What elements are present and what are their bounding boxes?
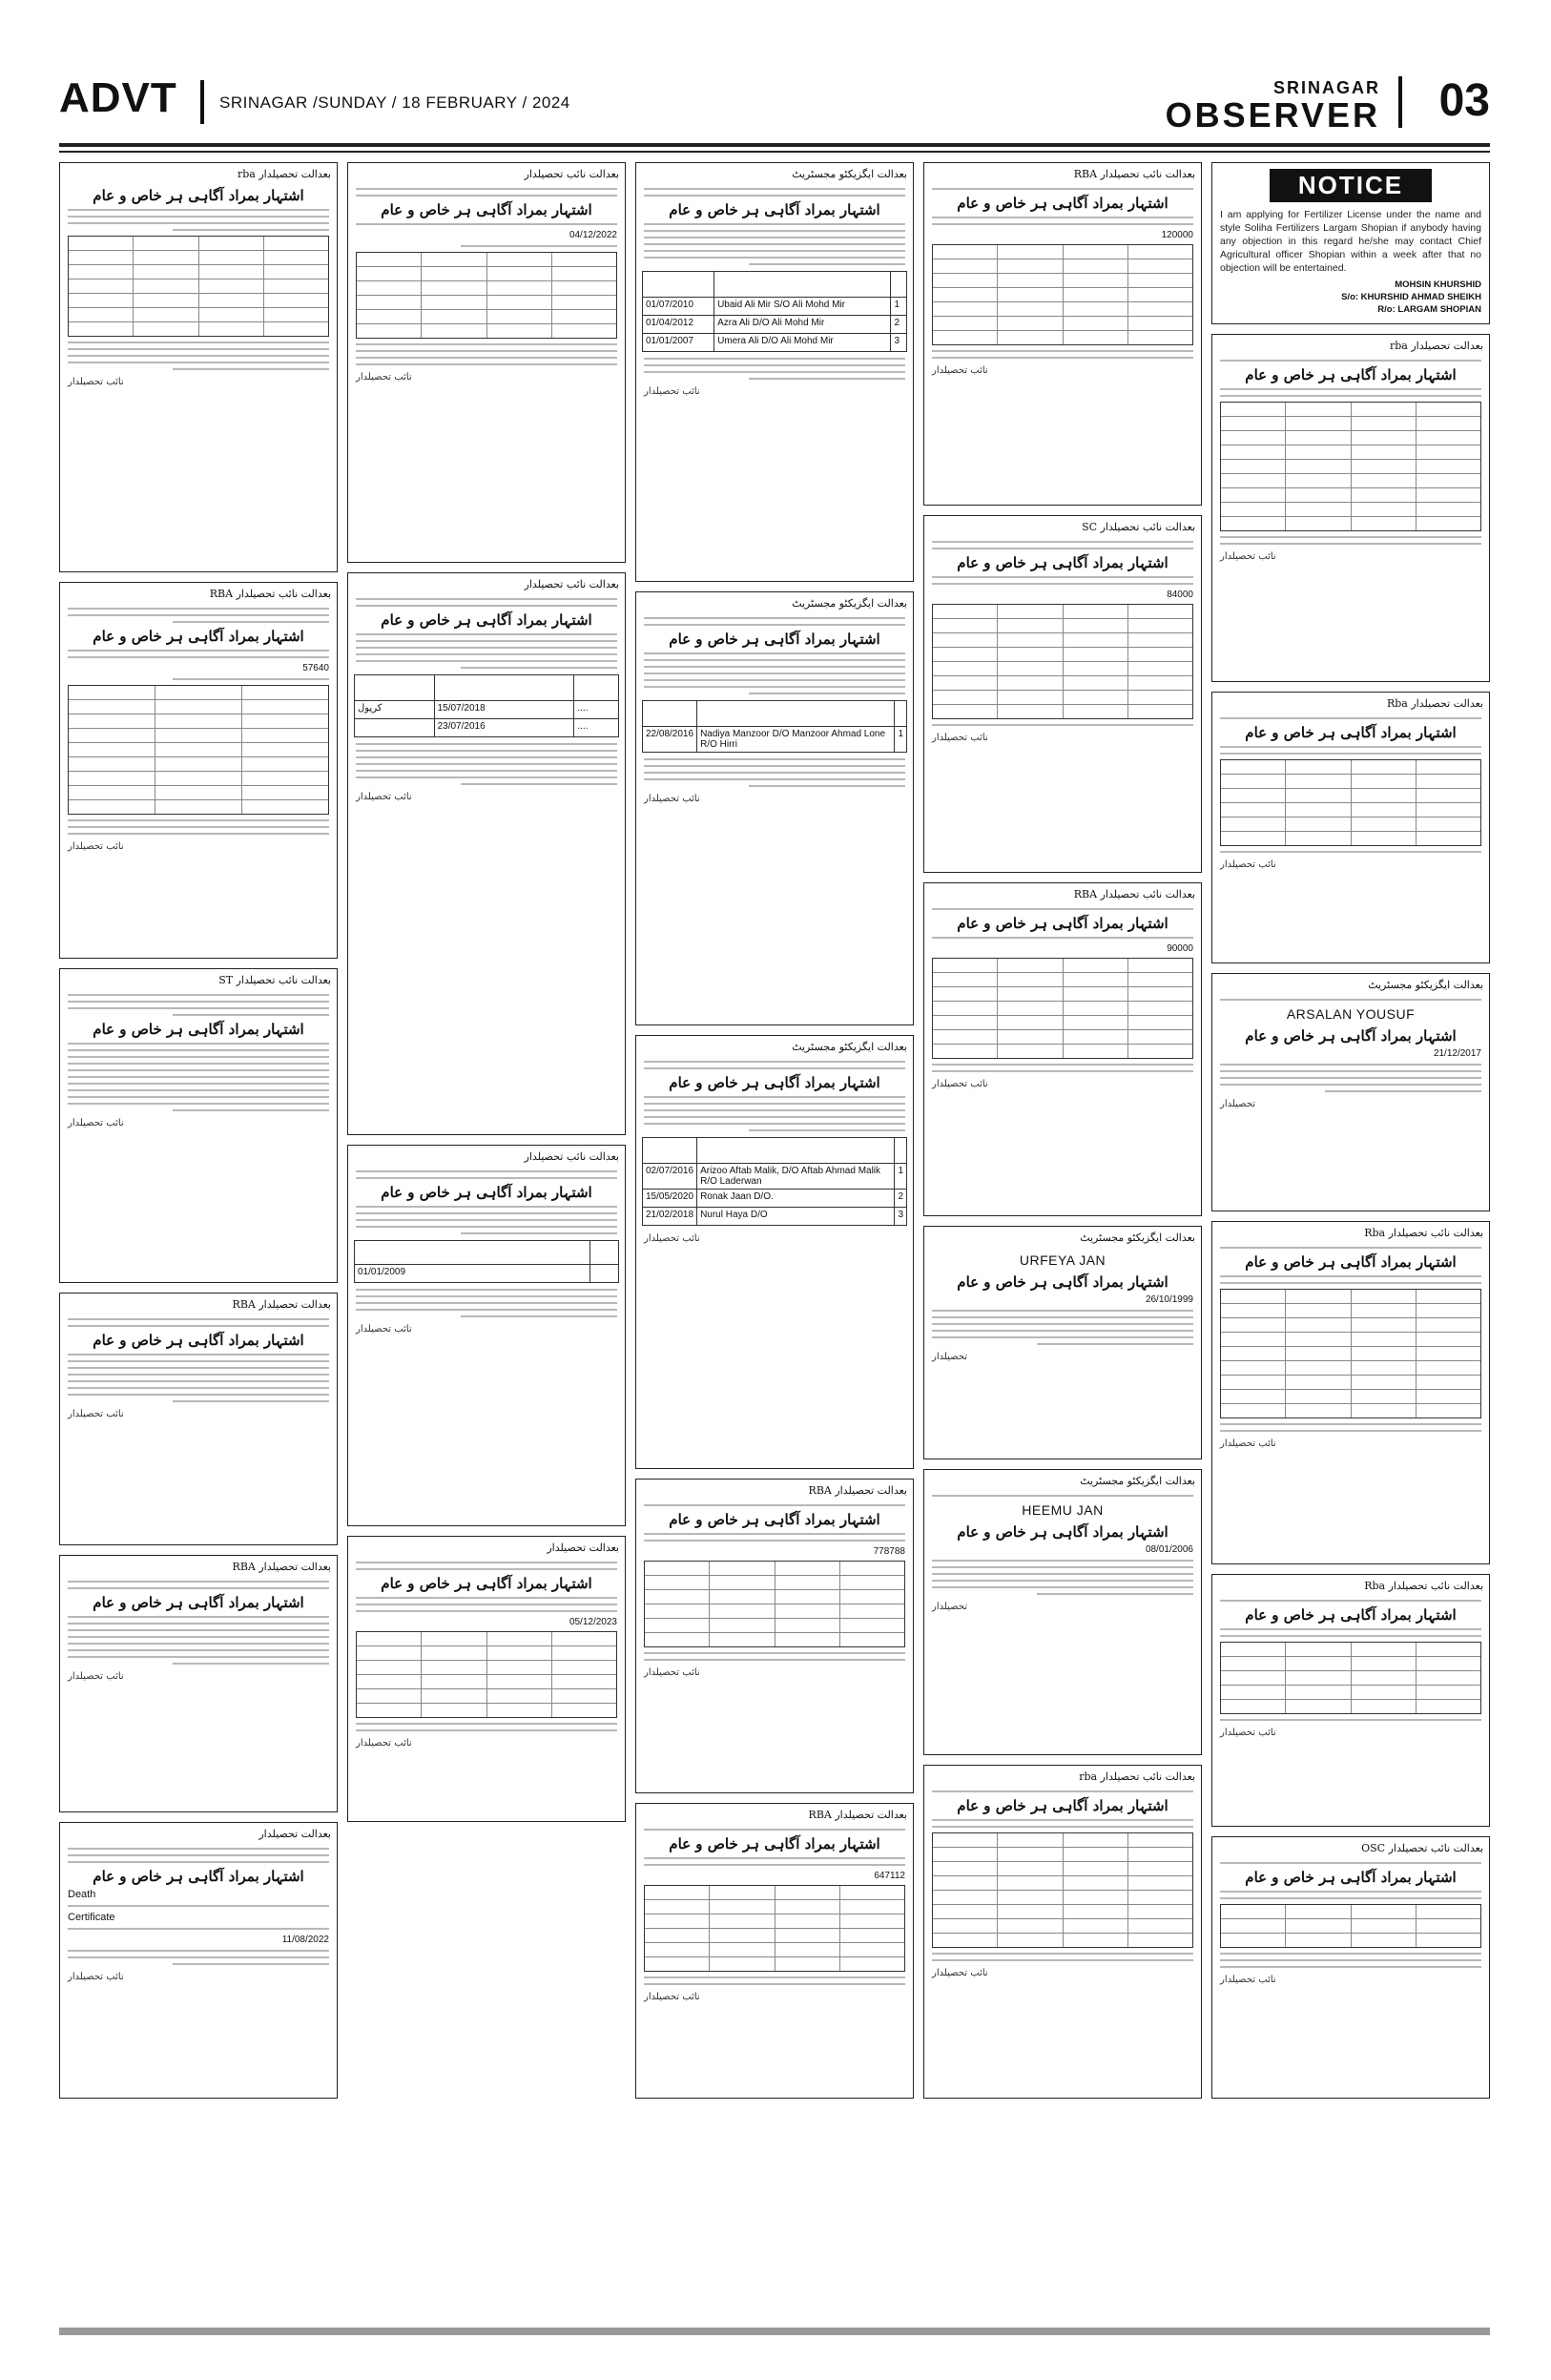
income-value: 84000 xyxy=(1167,590,1193,600)
ad-heading: اشتہار بمراد آگاہی ہر خاص و عام xyxy=(93,628,304,645)
ad-heading: اشتہار بمراد آگاہی ہر خاص و عام xyxy=(1245,724,1457,741)
signer-address: R/o: LARGAM SHOPIAN xyxy=(1377,304,1481,315)
rba-tag: RBA xyxy=(232,1561,256,1573)
classified-ad xyxy=(59,1822,338,2099)
record-table xyxy=(354,674,619,737)
ad-heading: اشتہار بمراد آگاہی ہر خاص و عام xyxy=(1245,1027,1457,1045)
date-value: 11/08/2022 xyxy=(281,1935,329,1945)
ad-ref: بعدالت نائب تحصیلدار RBA xyxy=(209,588,331,600)
family-table xyxy=(68,685,329,815)
classified-ad xyxy=(347,1536,626,1822)
family-table xyxy=(644,1885,905,1972)
ad-signature: نائب تحصیلدار xyxy=(68,1671,124,1682)
ad-signature: نائب تحصیلدار xyxy=(1220,1975,1276,1985)
ad-heading: اشتہار بمراد آگاہی ہر خاص و عام xyxy=(93,1021,304,1038)
masthead-rule xyxy=(59,143,1490,147)
ad-heading: اشتہار بمراد آگاہی ہر خاص و عام xyxy=(381,1575,592,1592)
table-cell: 3 xyxy=(895,1208,907,1226)
table-cell: Nadiya Manzoor D/O Manzoor Ahmad Lone R/O Hirri xyxy=(697,727,895,753)
brand-name: OBSERVER xyxy=(1165,95,1380,135)
ad-signature: نائب تحصیلدار xyxy=(68,377,124,387)
osc-tag: OSC xyxy=(1361,1842,1386,1854)
certificate-label: Certificate xyxy=(68,1912,115,1923)
family-table xyxy=(1220,1642,1481,1714)
ad-signature: نائب تحصیلدار xyxy=(356,1324,412,1335)
table-cell: Ubaid Ali Mir S/O Ali Mohd Mir xyxy=(714,298,891,316)
record-table xyxy=(354,1240,619,1283)
ad-signature: نائب تحصیلدار xyxy=(68,1409,124,1419)
ad-signature: نائب تحصیلدار xyxy=(932,1968,988,1978)
ad-signature: نائب تحصیلدار xyxy=(356,1738,412,1749)
family-table xyxy=(68,236,329,337)
family-table xyxy=(932,958,1193,1059)
applicant-name: ARSALAN YOUSUF xyxy=(1286,1006,1416,1022)
ad-ref: بعدالت نائب تحصیلدار RBA xyxy=(1073,888,1195,900)
classified-ad xyxy=(347,1145,626,1526)
ad-signature: نائب تحصیلدار xyxy=(644,1667,700,1678)
classified-ad xyxy=(1211,973,1490,1211)
rba-tag: rba xyxy=(1389,340,1408,352)
rba-tag: Rba xyxy=(1386,697,1408,710)
table-cell: 01/01/2007 xyxy=(643,334,714,352)
masthead-divider xyxy=(1398,76,1402,128)
ad-heading: اشتہار بمراد آگاہی ہر خاص و عام xyxy=(1245,1253,1457,1271)
ad-signature: نائب تحصیلدار xyxy=(68,841,124,852)
ad-ref: بعدالت تحصیلدار RBA xyxy=(808,1484,907,1497)
ad-heading: اشتہار بمراد آگاہی ہر خاص و عام xyxy=(957,1273,1168,1291)
ad-ref: بعدالت تحصیلدار RBA xyxy=(808,1809,907,1821)
ad-signature: نائب تحصیلدار xyxy=(932,1079,988,1089)
section-label: ADVT xyxy=(59,74,177,121)
table-cell: 1 xyxy=(891,298,907,316)
applicant-name: HEEMU JAN xyxy=(1022,1502,1104,1518)
ad-signature: نائب تحصیلدار xyxy=(644,1233,700,1244)
ad-ref: بعدالت نائب تحصیلدار Rba xyxy=(1364,1227,1483,1239)
income-value: 647112 xyxy=(874,1871,905,1881)
table-cell: 21/02/2018 xyxy=(643,1208,697,1226)
ad-signature: نائب تحصیلدار xyxy=(644,794,700,804)
ad-heading: اشتہار بمراد آگاہی ہر خاص و عام xyxy=(93,187,304,204)
table-cell: 3 xyxy=(891,334,907,352)
date-value: 21/12/2017 xyxy=(1433,1048,1481,1059)
ad-ref: بعدالت تحصیلدار rba xyxy=(1389,340,1483,352)
table-cell: کرپول xyxy=(355,701,435,719)
masthead xyxy=(59,67,1490,143)
signer-parent: S/o: KHURSHID AHMAD SHEIKH xyxy=(1341,292,1481,302)
classified-ad xyxy=(635,1803,914,2099)
income-value: 778788 xyxy=(873,1546,905,1557)
ad-heading: اشتہار بمراد آگاہی ہر خاص و عام xyxy=(381,1184,592,1201)
ad-ref: بعدالت ایگزیکٹو مجسٹریٹ xyxy=(1080,1475,1195,1487)
record-table xyxy=(642,700,907,753)
ad-heading: اشتہار بمراد آگاہی ہر خاص و عام xyxy=(669,1511,880,1528)
ad-signature: نائب تحصیلدار xyxy=(1220,1438,1276,1449)
brand-city: SRINAGAR xyxy=(1272,78,1380,97)
column-2 xyxy=(347,162,626,2299)
classified-ad xyxy=(923,515,1202,873)
rba-tag: RBA xyxy=(1073,168,1098,180)
rba-tag: RBA xyxy=(209,588,234,600)
classified-ad xyxy=(1211,692,1490,963)
family-table xyxy=(932,1832,1193,1948)
ad-signature: تحصیلدار xyxy=(932,1602,968,1612)
ad-ref: بعدالت تحصیلدار RBA xyxy=(232,1561,331,1573)
fertilizer-notice xyxy=(1211,162,1490,324)
ad-signature: نائب تحصیلدار xyxy=(932,733,988,743)
ad-heading: اشتہار بمراد آگاہی ہر خاص و عام xyxy=(669,1835,880,1852)
st-tag: ST xyxy=(218,974,234,986)
ad-ref: بعدالت تحصیلدار RBA xyxy=(232,1298,331,1311)
ad-heading: اشتہار بمراد آگاہی ہر خاص و عام xyxy=(957,554,1168,571)
table-cell xyxy=(355,719,435,737)
ad-signature: تحصیلدار xyxy=(932,1352,968,1362)
ad-ref: بعدالت نائب تحصیلدار Rba xyxy=(1364,1580,1483,1592)
family-table xyxy=(356,1631,617,1718)
ad-ref: بعدالت ایگزیکٹو مجسٹریٹ xyxy=(1080,1231,1195,1244)
table-cell: Arizoo Aftab Malik, D/O Aftab Ahmad Malik R/O Laderwan xyxy=(697,1164,895,1190)
masthead-rule-thin xyxy=(59,151,1490,153)
ad-ref: بعدالت ایگزیکٹو مجسٹریٹ xyxy=(792,168,907,180)
table-cell: 22/08/2016 xyxy=(643,727,697,753)
ad-ref: بعدالت نائب تحصیلدار xyxy=(524,578,619,590)
ad-signature: نائب تحصیلدار xyxy=(1220,551,1276,562)
page-number: 03 xyxy=(1438,75,1490,126)
family-table xyxy=(1220,1289,1481,1418)
table-cell: 15/07/2018 xyxy=(434,701,574,719)
rba-tag: Rba xyxy=(1364,1227,1386,1239)
ad-heading: اشتہار بمراد آگاہی ہر خاص و عام xyxy=(669,1074,880,1091)
income-value: 90000 xyxy=(1167,943,1193,954)
ad-ref: بعدالت ایگزیکٹو مجسٹریٹ xyxy=(1368,979,1483,991)
classified-ad xyxy=(923,1226,1202,1459)
table-cell xyxy=(589,1265,618,1283)
column-3 xyxy=(635,162,914,2299)
ad-ref: بعدالت ایگزیکٹو مجسٹریٹ xyxy=(792,597,907,610)
ad-signature: نائب تحصیلدار xyxy=(644,1992,700,2002)
table-cell: 01/07/2010 xyxy=(643,298,714,316)
sc-tag: SC xyxy=(1082,521,1098,533)
family-table xyxy=(644,1561,905,1647)
table-cell: 23/07/2016 xyxy=(434,719,574,737)
ad-signature: نائب تحصیلدار xyxy=(1220,1728,1276,1738)
ad-heading: اشتہار بمراد آگاہی ہر خاص و عام xyxy=(93,1594,304,1611)
rba-tag: rba xyxy=(237,168,256,180)
rba-tag: rba xyxy=(1079,1770,1098,1783)
table-cell: Umera Ali D/O Ali Mohd Mir xyxy=(714,334,891,352)
classified-ad xyxy=(635,162,914,582)
ad-heading: اشتہار بمراد آگاہی ہر خاص و عام xyxy=(1245,1606,1457,1624)
classified-ad xyxy=(347,162,626,563)
ad-signature: نائب تحصیلدار xyxy=(68,1118,124,1128)
date-value: 26/10/1999 xyxy=(1145,1294,1193,1305)
footer-band xyxy=(59,2328,1490,2335)
ad-ref: بعدالت تحصیلدار xyxy=(547,1542,619,1554)
ad-heading: اشتہار بمراد آگاہی ہر خاص و عام xyxy=(381,611,592,629)
masthead-divider xyxy=(200,80,204,124)
ad-signature: نائب تحصیلدار xyxy=(356,792,412,802)
date-value: 08/01/2006 xyxy=(1145,1544,1193,1555)
table-cell: Nurul Haya D/O xyxy=(697,1208,895,1226)
family-table xyxy=(1220,402,1481,531)
ad-heading: اشتہار بمراد آگاہی ہر خاص و عام xyxy=(957,915,1168,932)
table-cell: 2 xyxy=(891,316,907,334)
record-table xyxy=(642,1137,907,1226)
ad-heading: اشتہار بمراد آگاہی ہر خاص و عام xyxy=(669,631,880,648)
ad-ref: بعدالت نائب تحصیلدار SC xyxy=(1082,521,1195,533)
ad-heading: اشتہار بمراد آگاہی ہر خاص و عام xyxy=(669,201,880,218)
ad-heading: اشتہار بمراد آگاہی ہر خاص و عام xyxy=(93,1868,304,1885)
classified-ad xyxy=(347,572,626,1135)
ad-ref: بعدالت نائب تحصیلدار rba xyxy=(1079,1770,1195,1783)
ad-heading: اشتہار بمراد آگاہی ہر خاص و عام xyxy=(957,1523,1168,1541)
classified-ad xyxy=(1211,1836,1490,2099)
date-value: 04/12/2022 xyxy=(569,230,617,240)
classified-ad xyxy=(923,1469,1202,1755)
family-table xyxy=(1220,1904,1481,1948)
notice-body: I am applying for Fertilizer License under the name and style Soliha Fertilizers Largam Shopian if anybody having any objection in this regard he/she may contact Chief Agricultural officer Shopian within a week after that no objection will be entertained. xyxy=(1220,209,1481,274)
date-value: 05/12/2023 xyxy=(569,1617,617,1627)
ad-signature: نائب تحصیلدار xyxy=(356,372,412,383)
classified-ad xyxy=(59,162,338,572)
ad-heading: اشتہار بمراد آگاہی ہر خاص و عام xyxy=(93,1332,304,1349)
table-cell: 1 xyxy=(895,1164,907,1190)
family-table xyxy=(1220,759,1481,846)
table-cell: .... xyxy=(574,701,619,719)
classified-ad xyxy=(923,1765,1202,2099)
classified-ad xyxy=(923,882,1202,1216)
family-table xyxy=(932,244,1193,345)
rba-tag: Rba xyxy=(1364,1580,1386,1592)
ad-ref: بعدالت تحصیلدار xyxy=(258,1828,331,1840)
table-cell: Ronak Jaan D/O. xyxy=(697,1190,895,1208)
table-cell: 01/04/2012 xyxy=(643,316,714,334)
table-cell: 02/07/2016 xyxy=(643,1164,697,1190)
death-label: Death xyxy=(68,1889,96,1900)
ad-heading: اشتہار بمراد آگاہی ہر خاص و عام xyxy=(957,1797,1168,1814)
classified-ad xyxy=(1211,1221,1490,1564)
classified-ad xyxy=(59,1293,338,1545)
ad-ref: بعدالت تحصیلدار xyxy=(258,168,331,180)
signer-name: MOHSIN KHURSHID xyxy=(1395,279,1481,290)
classified-ad xyxy=(635,1035,914,1469)
table-cell: 01/01/2009 xyxy=(355,1265,590,1283)
table-cell: .... xyxy=(574,719,619,737)
rba-tag: RBA xyxy=(808,1484,832,1497)
classified-ad xyxy=(923,162,1202,506)
family-table xyxy=(932,604,1193,719)
ad-heading: اشتہار بمراد آگاہی ہر خاص و عام xyxy=(1245,1869,1457,1886)
classified-ad xyxy=(635,591,914,1025)
ad-ref: بعدالت نائب تحصیلدار xyxy=(524,1150,619,1163)
column-1 xyxy=(59,162,338,2299)
income-value: 57640 xyxy=(302,663,329,673)
classified-ad xyxy=(59,582,338,959)
dateline: SRINAGAR /SUNDAY / 18 FEBRUARY / 2024 xyxy=(219,93,570,112)
notice-signature xyxy=(1212,275,1489,316)
ad-ref: بعدالت نائب تحصیلدار OSC xyxy=(1361,1842,1483,1854)
table-cell: 1 xyxy=(895,727,907,753)
rba-tag: RBA xyxy=(1073,888,1098,900)
column-5 xyxy=(1211,162,1490,2299)
rba-tag: RBA xyxy=(232,1298,256,1311)
table-cell: 15/05/2020 xyxy=(643,1190,697,1208)
ad-ref: بعدالت ایگزیکٹو مجسٹریٹ xyxy=(792,1041,907,1053)
table-cell: 2 xyxy=(895,1190,907,1208)
ad-heading: اشتہار بمراد آگاہی ہر خاص و عام xyxy=(957,195,1168,212)
rba-tag: RBA xyxy=(808,1809,832,1821)
classified-ad xyxy=(635,1479,914,1793)
ad-signature: نائب تحصیلدار xyxy=(68,1972,124,1982)
family-table xyxy=(356,252,617,339)
ad-heading: اشتہار بمراد آگاہی ہر خاص و عام xyxy=(381,201,592,218)
ad-ref: بعدالت تحصیلدار Rba xyxy=(1386,697,1483,710)
ad-signature: نائب تحصیلدار xyxy=(1220,859,1276,870)
table-cell: Azra Ali D/O Ali Mohd Mir xyxy=(714,316,891,334)
classified-ad xyxy=(1211,334,1490,682)
classified-ad xyxy=(1211,1574,1490,1827)
notice-title: NOTICE xyxy=(1270,169,1432,202)
ad-ref: بعدالت نائب تحصیلدار xyxy=(524,168,619,180)
classified-ad xyxy=(59,968,338,1283)
ad-heading: اشتہار بمراد آگاہی ہر خاص و عام xyxy=(1245,366,1457,383)
ad-ref: بعدالت نائب تحصیلدار ST xyxy=(218,974,331,986)
classified-ad xyxy=(59,1555,338,1812)
record-table xyxy=(642,271,907,352)
ad-signature: نائب تحصیلدار xyxy=(644,386,700,397)
ad-signature: تحصیلدار xyxy=(1220,1099,1256,1109)
income-value: 120000 xyxy=(1161,230,1193,240)
ad-ref: بعدالت نائب تحصیلدار RBA xyxy=(1073,168,1195,180)
ad-signature: نائب تحصیلدار xyxy=(932,365,988,376)
column-4 xyxy=(923,162,1202,2299)
applicant-name: URFEYA JAN xyxy=(1019,1252,1106,1268)
